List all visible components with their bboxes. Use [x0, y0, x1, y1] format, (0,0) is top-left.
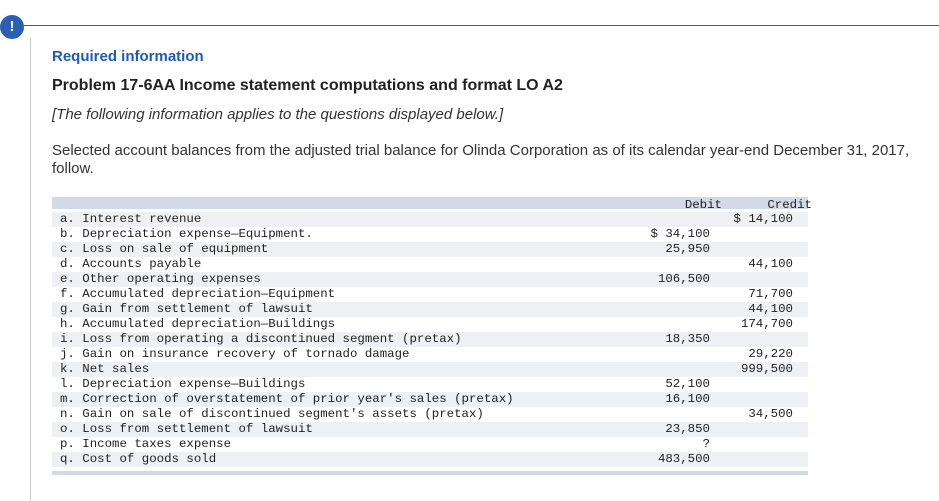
- trial-balance-table: [52, 197, 812, 475]
- debit-amount: $ 34,100: [650, 227, 710, 241]
- table-row: [52, 257, 808, 272]
- account-label: f. Accumulated depreciation—Equipment: [60, 287, 336, 301]
- account-label: m. Correction of overstatement of prior year's sales (pretax): [60, 392, 514, 406]
- account-label: h. Accumulated depreciation—Buildings: [60, 317, 336, 331]
- table-row: [52, 212, 808, 227]
- debit-amount: 483,500: [657, 452, 710, 466]
- debit-amount: 18,350: [665, 332, 710, 346]
- credit-amount: 44,100: [748, 257, 793, 271]
- debit-amount: 25,950: [665, 242, 710, 256]
- debit-amount: 52,100: [665, 377, 710, 391]
- content-left-border: [30, 38, 31, 501]
- account-label: o. Loss from settlement of lawsuit: [60, 422, 313, 436]
- account-label: k. Net sales: [60, 362, 150, 376]
- table-row: [52, 362, 808, 377]
- table-row: [52, 392, 808, 407]
- credit-amount: 174,700: [740, 317, 793, 331]
- debit-amount: ?: [702, 437, 710, 451]
- credit-amount: 34,500: [748, 407, 793, 421]
- debit-amount: 16,100: [665, 392, 710, 406]
- credit-amount: 29,220: [748, 347, 793, 361]
- intro-paragraph: Selected account balances from the adjusted trial balance for Olinda Corporation as of its calendar year-end December 31, 2017, follow.: [52, 142, 910, 177]
- account-label: d. Accounts payable: [60, 257, 202, 271]
- table-row: [52, 317, 808, 332]
- required-info-heading: Required information: [52, 48, 204, 65]
- account-label: l. Depreciation expense—Buildings: [60, 377, 306, 391]
- table-row: [52, 377, 808, 392]
- table-row: [52, 302, 808, 317]
- account-label: j. Gain on insurance recovery of tornado damage: [60, 347, 410, 361]
- credit-column-header: Credit: [767, 198, 812, 212]
- table-row: [52, 332, 808, 347]
- debit-amount: 23,850: [665, 422, 710, 436]
- table-body: [52, 212, 808, 467]
- account-label: g. Gain from settlement of lawsuit: [60, 302, 313, 316]
- account-label: a. Interest revenue: [60, 212, 202, 226]
- account-label: i. Loss from operating a discontinued segment (pretax): [60, 332, 462, 346]
- credit-amount: 71,700: [748, 287, 793, 301]
- problem-title: Problem 17-6AA Income statement computations and format LO A2: [52, 77, 563, 94]
- debit-amount: 106,500: [657, 272, 710, 286]
- table-row: [52, 287, 808, 302]
- table-row: [52, 272, 808, 287]
- table-row: [52, 452, 808, 467]
- account-label: b. Depreciation expense—Equipment.: [60, 227, 313, 241]
- table-row: [52, 407, 808, 422]
- table-row: [52, 437, 808, 452]
- table-footer-band: [52, 471, 808, 475]
- account-label: n. Gain on sale of discontinued segment's assets (pretax): [60, 407, 484, 421]
- table-row: [52, 347, 808, 362]
- account-label: c. Loss on sale of equipment: [60, 242, 269, 256]
- account-label: e. Other operating expenses: [60, 272, 261, 286]
- table-row: [52, 242, 808, 257]
- table-row: [52, 227, 808, 242]
- account-label: p. Income taxes expense: [60, 437, 232, 451]
- credit-amount: 44,100: [748, 302, 793, 316]
- table-row: [52, 422, 808, 437]
- credit-amount: $ 14,100: [733, 212, 793, 226]
- header-divider: [24, 25, 939, 26]
- account-label: q. Cost of goods sold: [60, 452, 217, 466]
- debit-column-header: Debit: [684, 198, 722, 212]
- alert-icon: !: [0, 15, 24, 39]
- credit-amount: 999,500: [740, 362, 793, 376]
- instruction-note: [The following information applies to the questions displayed below.]: [52, 106, 504, 123]
